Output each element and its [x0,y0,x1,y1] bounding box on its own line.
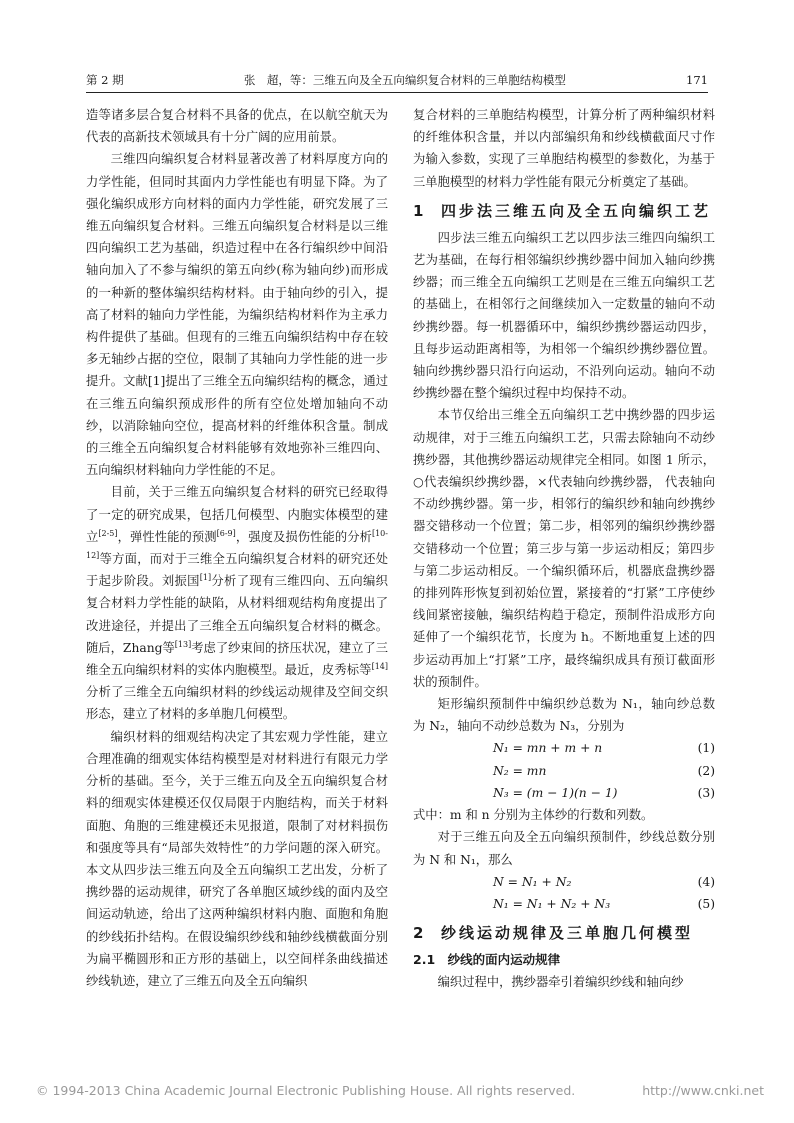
paragraph: 目前，关于三维五向编织复合材料的研究已经取得了一定的研究成果，包括几何模型、内胞实体模型的建立[2-5]，弹性性能的预测[6-9]，强度及损伤性能的分析[10-12]等方面，而对于三维全五向编织复合材料的研究还处于起步阶段。刘振国[1]分析了现有三维四向、五向编织复合材料力学性能的缺陷，从材料细观结构角度提出了改进途径，并提出了三维全五向编织复合材料的概念。随后，Zhang等[13]考虑了纱束间的挤压状况，建立了三维全五向编织材料的实体内胞模型。最近，皮秀标等[14]分析了三维全五向编织材料的纱线运动规律及空间交织形态，建立了材料的多单胞几何模型。 [86,485,388,722]
paragraph: 式中：m 和 n 分别为主体纱的行数和列数。 [413,808,654,823]
paragraph: 矩形编织预制件中编织纱总数为 N₁，轴向纱总数为 N₂，轴向不动纱总数为 N₃，分别为 [413,697,715,734]
page-number: 171 [686,73,708,87]
section-number: 2 [413,924,424,943]
header-rule [86,92,708,93]
equation-number: (2) [697,763,715,778]
subsection-title: 纱线的面内运动规律 [447,952,561,968]
subsection-number: 2.1 [413,952,436,968]
section-title: 四步法三维五向及全五向编织工艺 [441,201,712,220]
copyright-notice: © 1994-2013 China Academic Journal Electronic Publishing House. All rights reserved. [36,1083,576,1098]
equation-number: (1) [697,741,715,756]
equation-number: (4) [697,874,715,889]
paragraph: 编织材料的细观结构决定了其宏观力学性能，建立合理准确的细观实体结构模型是对材料进行有限元力学分析的基础。至今，关于三维五向及全五向编织复合材料的细观实体建模还仅仅局限于内胞结构，而关于材料面胞、角胞的三维建模还未见报道，限制了对材料损伤和强度等具有“局部失效特性”的力学问题的深入研究。本文从四步法三维五向及全五向编织工艺出发，分析了携纱器的运动规律，研究了各单胞区域纱线的面内及空间运动轨迹，给出了这两种编织材料内胞、面胞和角胞的纱线拓扑结构。在假设编织纱线和轴纱线横截面分别为扁平椭圆形和正方形的基础上，以空间样条曲线描述纱线轨迹，建立了三维五向及全五向编织 [86,729,388,988]
paragraph: 四步法三维五向编织工艺以四步法三维四向编织工艺为基础，在每行相邻编织纱携纱器中间加入轴向纱携纱器；而三维全五向编织工艺则是在三维五向编织工艺的基础上，在相邻行之间继续加入一定数量的轴向不动纱携纱器。每一机器循环中，编织纱携纱器运动四步，且每步运动距离相等，为相邻一个编织纱携纱器位置。轴向纱携纱器只沿行向运动，不沿列向运动。轴向不动纱携纱器在整个编织过程中均保持不动。 [413,230,715,401]
paragraph: 造等诸多层合复合材料不具备的优点，在以航空航天为代表的高新技术领域具有十分广阔的应用前景。 [86,108,388,145]
citation[interactable]: [14] [371,661,388,671]
equation: N₁ = N₁ + N₂ + N₃ (5) [413,893,715,915]
citation[interactable]: [10-12] [86,528,388,560]
running-header [86,70,708,90]
running-title: 张 超，等：三维五向及全五向编织复合材料的三单胞结构模型 [243,73,566,87]
equation: N = N₁ + N₂ (4) [413,871,715,893]
issue-number: 第 2 期 [86,73,124,87]
footer-url[interactable]: http://www.cnki.net [642,1083,764,1098]
section-number: 1 [413,201,424,220]
equation-number: (3) [697,785,715,800]
page-footer [0,1083,794,1101]
citation[interactable]: [2-5] [98,528,118,538]
left-column [86,104,388,992]
equation: N₂ = mn (2) [413,760,715,782]
citation[interactable]: [6-9] [216,528,236,538]
paragraph: 编织过程中，携纱器牵引着编织纱线和轴向纱 [437,975,684,990]
equation: N₁ = mn + m + n (1) [413,737,715,759]
section-heading [413,199,715,223]
subsection-heading [413,949,715,971]
paragraph: 三维四向编织复合材料显著改善了材料厚度方向的力学性能，但同时其面内力学性能也有明显下降。为了强化编织成形方向材料的面内力学性能，研究发展了三维五向编织复合材料。三维五向编织复合材料是以三维四向编织工艺为基础，织造过程中在各行编织纱中间沿轴向加入了不参与编织的第五向纱(称为轴向纱)而形成的一种新的整体编织结构材料。由于轴向纱的引入，提高了材料的轴向力学性能，为编织结构材料作为主承力构件提供了基础。但现有的三维五向编织结构中存在较多无轴纱占据的空位，限制了其轴向力学性能的进一步提升。文献[1]提出了三维全五向编织结构的概念，通过在三维五向编织预成形件的所有空位处增加轴向不动纱，以消除轴向空位，提高材料的纤维体积含量。制成的三维全五向编织复合材料能够有效地弥补三维四向、五向编织材料轴向力学性能的不足。 [86,152,388,478]
equation: N₃ = (m − 1)(n − 1) (3) [413,782,715,804]
paragraph: 复合材料的三单胞结构模型，计算分析了两种编织材料的纤维体积含量，并以内部编织角和纱线横截面尺寸作为输入参数，实现了三单胞结构模型的参数化，为基于三单胞模型的材料力学性能有限元分析奠定了基础。 [413,108,715,189]
citation[interactable]: [13] [174,639,192,649]
section-heading [413,921,715,945]
paragraph: 对于三维五向及全五向编织预制件，纱线总数分别为 N 和 N₁，那么 [413,830,715,867]
paragraph: 本节仅给出三维全五向编织工艺中携纱器的四步运动规律，对于三维五向编织工艺，只需去除轴向不动纱携纱器，其他携纱器运动规律完全相同。如图 1 所示，○代表编织纱携纱器，×代表轴向纱携纱器， 代表轴向不动纱携纱器。第一步，相邻行的编织纱和轴向纱携纱器交错移动一个位置；第二步，相邻列的编织纱携纱器交错移动一个位置；第三步与第一步运动相反；第四步与第二步运动相反。一个编织循环后，机器底盘携纱器的排列阵形恢复到初始位置，紧接着的“打紧”工序使纱线间紧密接触，编织结构趋于稳定，预制件沿成形方向延伸了一个编织花节，长度为 h。不断地重复上述的四步运动再加上“打紧”工序，最终编织成具有预订截面形状的预制件。 [413,408,715,689]
section-title: 纱线运动规律及三单胞几何模型 [441,924,694,943]
equation-number: (5) [697,896,715,911]
right-column [413,104,715,993]
citation[interactable]: [1] [199,573,212,583]
